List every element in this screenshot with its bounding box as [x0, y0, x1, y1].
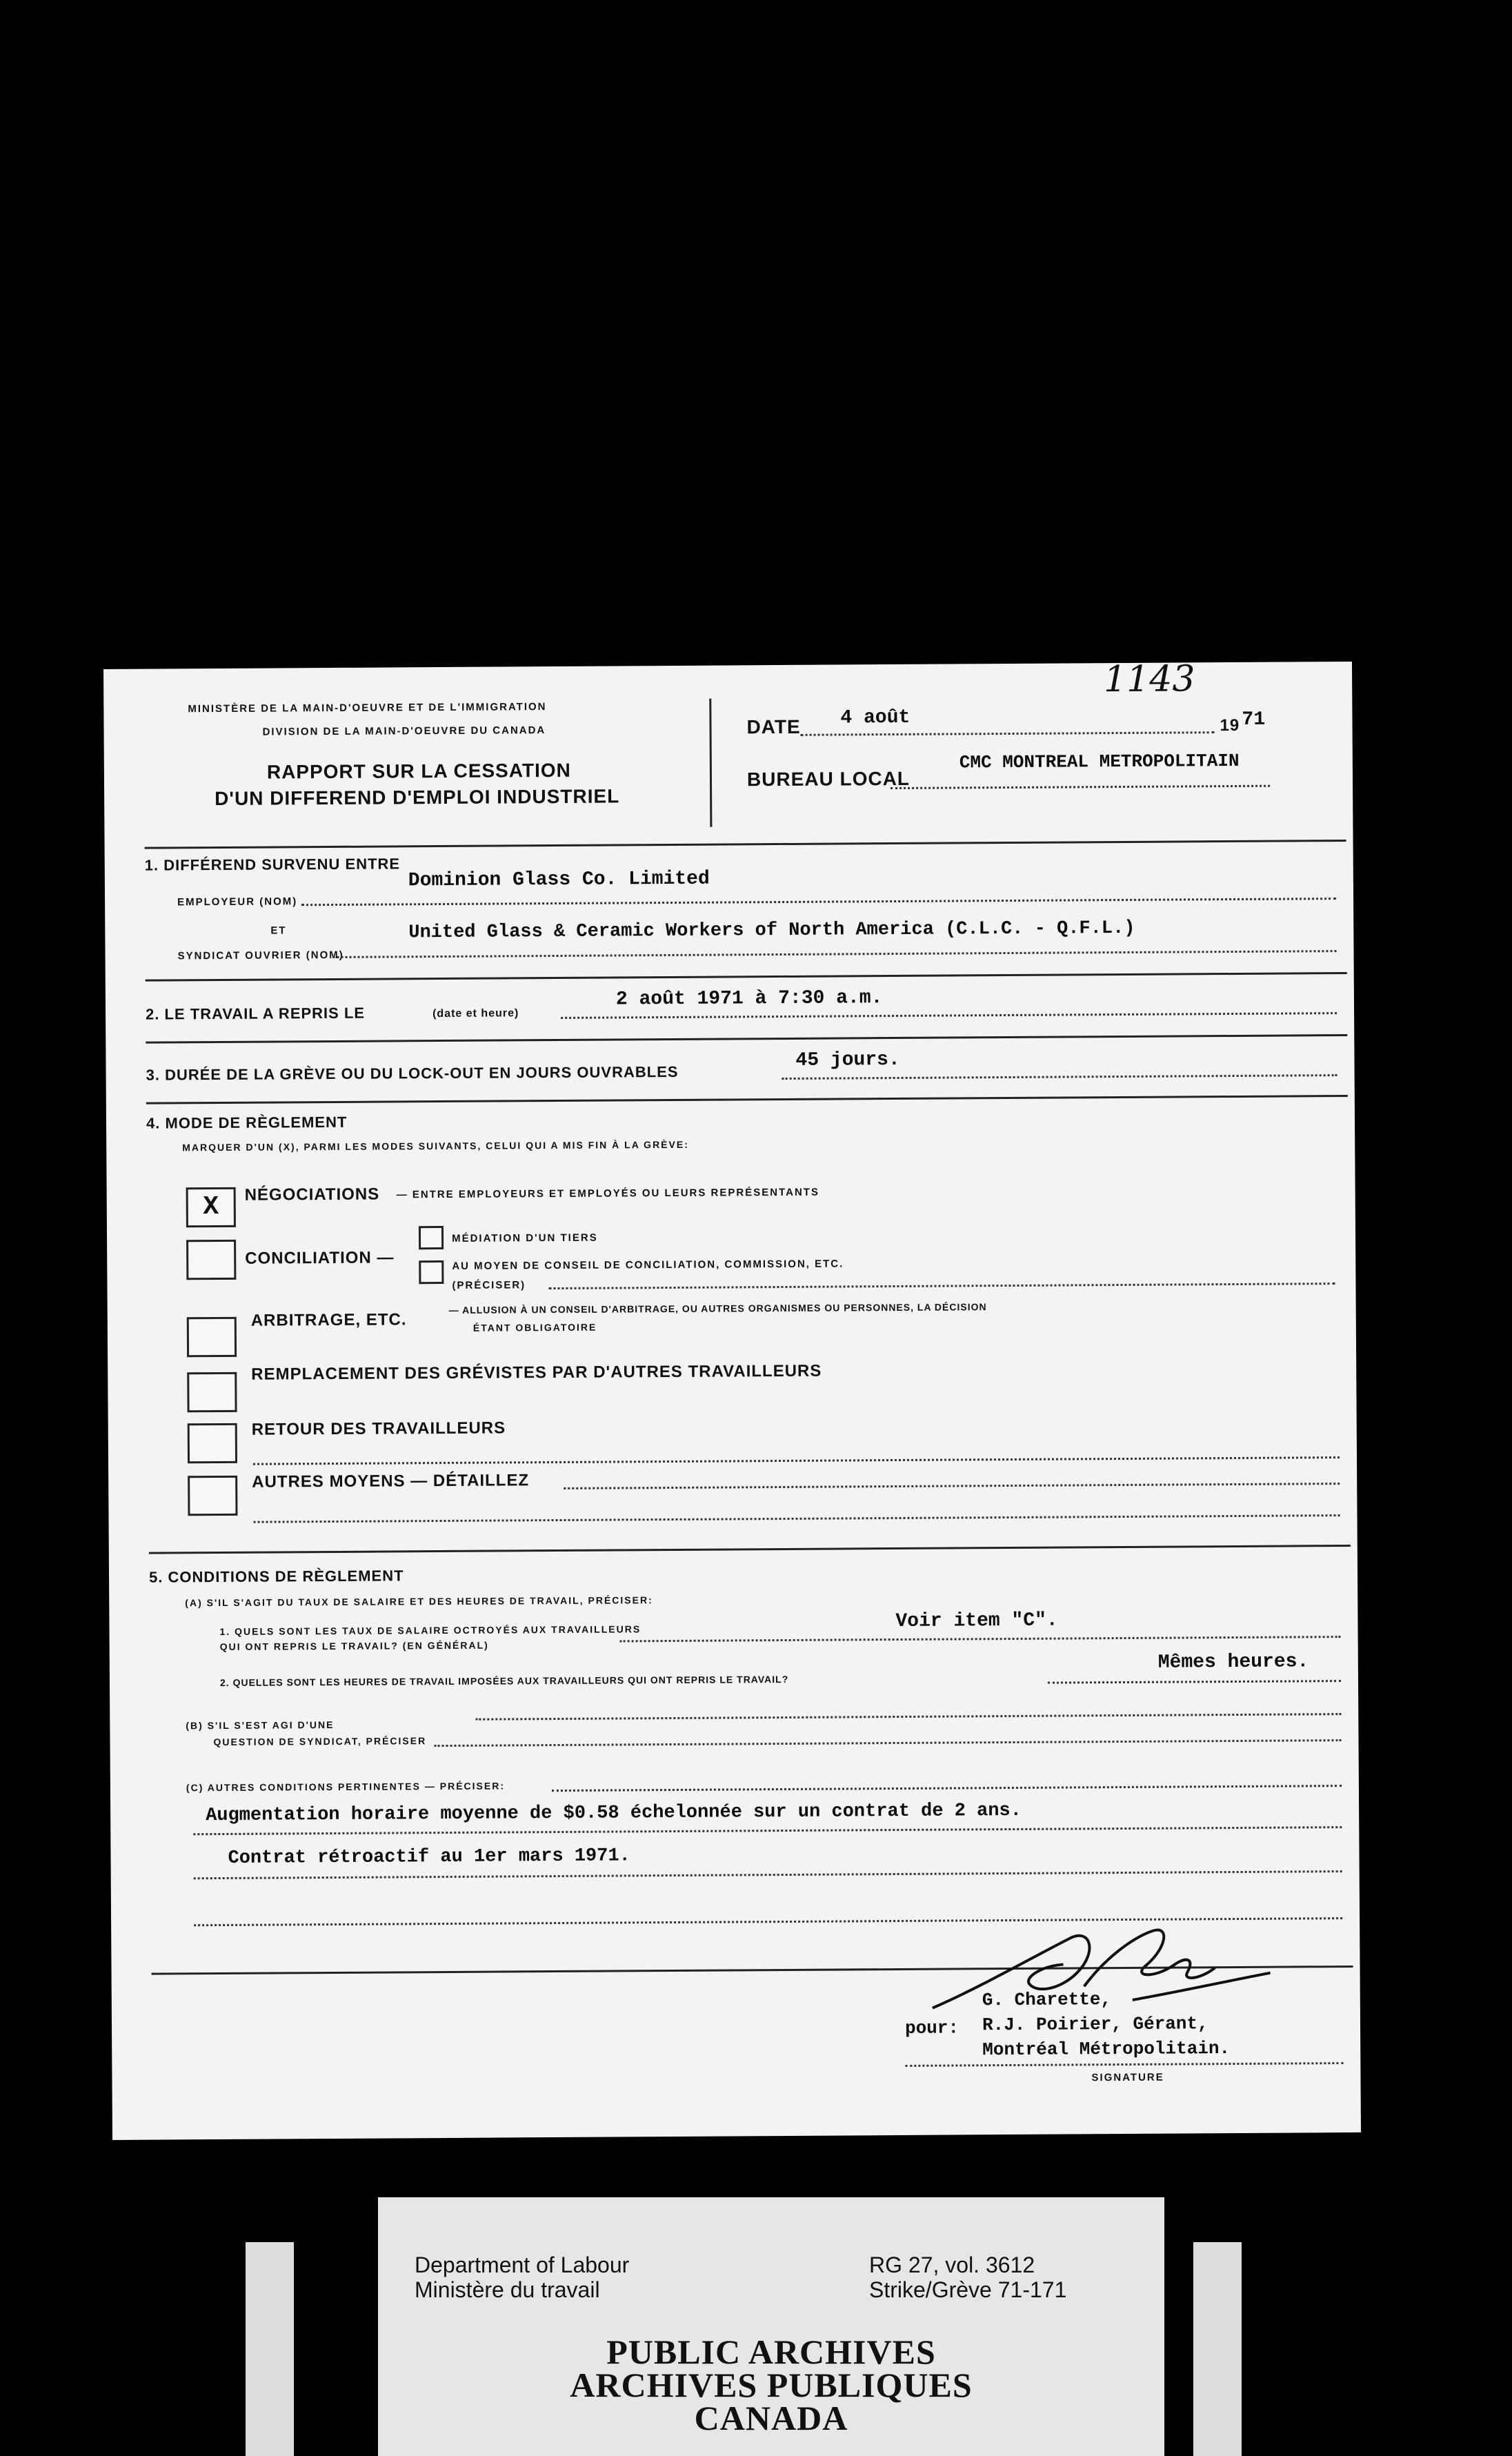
- b-line-2: QUESTION DE SYNDICAT, PRÉCISER: [213, 1735, 427, 1748]
- section3-rule: [146, 1095, 1348, 1105]
- section3-value: 45 jours.: [795, 1049, 900, 1071]
- bureau-value: CMC MONTREAL METROPOLITAIN: [959, 750, 1240, 773]
- autres-dots-2: [254, 1514, 1340, 1523]
- signer-line-3: Montréal Métropolitain.: [982, 2038, 1231, 2061]
- file-number: 1143: [1103, 658, 1195, 701]
- conseil-checkbox[interactable]: [419, 1260, 444, 1284]
- signer-line-2: R.J. Poirier, Gérant,: [982, 2013, 1208, 2036]
- section5-heading: 5. CONDITIONS DE RÈGLEMENT: [148, 1567, 404, 1586]
- section1-heading: 1. DIFFÉREND SURVENU ENTRE: [144, 855, 401, 874]
- signature-dots: [905, 2062, 1343, 2067]
- c-line-1-dots: [193, 1826, 1342, 1835]
- q1-line-1: 1. QUELS SONT LES TAUX DE SALAIRE OCTROYÉS AUX TRAVAILLEURS: [219, 1623, 641, 1637]
- label-side-left: [246, 2242, 294, 2456]
- autres-dots-1: [564, 1483, 1340, 1489]
- c-line-2-dots: [194, 1870, 1342, 1879]
- union-value: United Glass & Ceramic Workers of North America (C.L.C. - Q.F.L.): [408, 918, 1135, 944]
- employer-value: Dominion Glass Co. Limited: [408, 868, 710, 892]
- union-label: SYNDICAT OUVRIER (NOM): [177, 949, 344, 962]
- mediation-checkbox[interactable]: [419, 1226, 444, 1249]
- remplacement-label: REMPLACEMENT DES GRÉVISTES PAR D'AUTRES TRAVAILLEURS: [251, 1361, 822, 1384]
- section3-dots: [782, 1074, 1337, 1080]
- dept-fr: Ministère du travail: [415, 2277, 600, 2302]
- section4-heading: 4. MODE DE RÈGLEMENT: [146, 1113, 348, 1132]
- q1-value: Voir item "C".: [895, 1610, 1058, 1633]
- archives-line-1: PUBLIC ARCHIVES: [606, 2333, 936, 2371]
- et-label: ET: [270, 924, 287, 937]
- section4-instruction: MARQUER D'UN (X), PARMI LES MODES SUIVANTS, CELUI QUI A MIS FIN À LA GRÈVE:: [182, 1138, 689, 1153]
- dept-en: Department of Labour: [415, 2252, 630, 2277]
- section2-value: 2 août 1971 à 7:30 a.m.: [615, 987, 883, 1011]
- archives-stamp: [550, 2335, 992, 2435]
- conseil-label: AU MOYEN DE CONSEIL DE CONCILIATION, COMMISSION, ETC.: [452, 1258, 844, 1272]
- strike-ref: Strike/Grève 71-171: [869, 2277, 1067, 2302]
- conciliation-checkbox[interactable]: [186, 1240, 236, 1280]
- date-dots: [801, 731, 1215, 736]
- q1-line-2: QUI ONT REPRIS LE TRAVAIL? (EN GÉNÉRAL): [219, 1639, 489, 1652]
- preciser-label: (PRÉCISER): [452, 1279, 526, 1291]
- union-dots: [333, 950, 1337, 958]
- q1-dots: [620, 1636, 1341, 1642]
- label-side-right: [1193, 2242, 1242, 2456]
- arbitrage-desc-1: — ALLUSION À UN CONSEIL D'ARBITRAGE, OU AUTRES ORGANISMES OU PERSONNES, LA DÉCISION: [448, 1301, 987, 1316]
- c-label: (C) AUTRES CONDITIONS PERTINENTES — PRÉCISER:: [186, 1780, 506, 1794]
- preciser-dots: [548, 1283, 1335, 1289]
- c-dots: [552, 1785, 1342, 1792]
- employer-label: EMPLOYEUR (NOM): [177, 895, 298, 909]
- header-divider: [709, 699, 712, 827]
- title-line-1: RAPPORT SUR LA CESSATION: [266, 759, 571, 783]
- bureau-dots: [891, 785, 1270, 789]
- date-label: DATE: [746, 715, 801, 738]
- year-prefix: 19: [1220, 715, 1240, 735]
- header-rule: [145, 840, 1346, 849]
- section5-a-label: (A) S'IL S'AGIT DU TAUX DE SALAIRE ET DES HEURES DE TRAVAIL, PRÉCISER:: [185, 1594, 653, 1609]
- section2-dots: [561, 1012, 1337, 1019]
- signature-label: SIGNATURE: [1091, 2071, 1164, 2084]
- section3-label: 3. DURÉE DE LA GRÈVE OU DU LOCK-OUT EN JOURS OUVRABLES: [146, 1062, 679, 1084]
- retour-label: RETOUR DES TRAVAILLEURS: [251, 1418, 506, 1439]
- autres-checkbox[interactable]: [188, 1476, 237, 1516]
- pour-label: pour:: [904, 2017, 959, 2039]
- title-line-2: D'UN DIFFEREND D'EMPLOI INDUSTRIEL: [215, 785, 620, 810]
- b-dots-2: [435, 1739, 1342, 1747]
- ministry-line: MINISTÈRE DE LA MAIN-D'OEUVRE ET DE L'IMMIGRATION: [188, 701, 547, 715]
- autres-label: AUTRES MOYENS — DÉTAILLEZ: [252, 1471, 530, 1492]
- archive-label: [378, 2197, 1164, 2456]
- handwritten-signature: [925, 1910, 1284, 2029]
- arbitrage-checkbox[interactable]: [187, 1317, 237, 1357]
- q2-label: 2. QUELLES SONT LES HEURES DE TRAVAIL IMPOSÉES AUX TRAVAILLEURS QUI ONT REPRIS LE TRAVAIL?: [219, 1673, 789, 1688]
- archives-line-3: CANADA: [694, 2399, 848, 2437]
- negociations-label: NÉGOCIATIONS: [244, 1185, 380, 1205]
- rg-ref: RG 27, vol. 3612: [869, 2252, 1035, 2277]
- q2-dots: [1048, 1680, 1341, 1684]
- employer-dots: [301, 898, 1336, 906]
- section1-rule: [146, 972, 1347, 982]
- section2-note: (date et heure): [432, 1007, 519, 1020]
- date-value: 4 août: [840, 706, 911, 729]
- archives-line-2: ARCHIVES PUBLIQUES: [570, 2366, 973, 2404]
- section4-rule: [149, 1545, 1351, 1554]
- arbitrage-label: ARBITRAGE, ETC.: [250, 1310, 407, 1330]
- bureau-label: BUREAU LOCAL: [746, 767, 911, 791]
- c-line-1: Augmentation horaire moyenne de $0.58 échelonnée sur un contrat de 2 ans.: [206, 1800, 1022, 1827]
- retour-checkbox[interactable]: [188, 1423, 237, 1463]
- conciliation-label: CONCILIATION —: [245, 1248, 395, 1268]
- b-dots-1: [475, 1713, 1341, 1721]
- signer-name: G. Charette,: [982, 1989, 1112, 2011]
- q2-value: Mêmes heures.: [1157, 1651, 1309, 1674]
- report-form: [103, 658, 1361, 2140]
- c-line-2: Contrat rétroactif au 1er mars 1971.: [228, 1845, 630, 1869]
- remplacement-checkbox[interactable]: [187, 1372, 237, 1412]
- b-line-1: (B) S'IL S'EST AGI D'UNE: [186, 1719, 335, 1732]
- arbitrage-desc-2: ÉTANT OBLIGATOIRE: [472, 1321, 597, 1334]
- mediation-label: MÉDIATION D'UN TIERS: [451, 1231, 598, 1245]
- negociations-desc: — ENTRE EMPLOYEURS ET EMPLOYÉS OU LEURS REPRÉSENTANTS: [396, 1186, 819, 1201]
- section2-rule: [146, 1034, 1347, 1044]
- retour-dots: [253, 1456, 1340, 1465]
- year-value: 71: [1242, 709, 1266, 731]
- negociations-checkbox[interactable]: X: [186, 1187, 236, 1227]
- section2-label: 2. LE TRAVAIL A REPRIS LE: [145, 1004, 366, 1023]
- division-line: DIVISION DE LA MAIN-D'OEUVRE DU CANADA: [262, 724, 546, 738]
